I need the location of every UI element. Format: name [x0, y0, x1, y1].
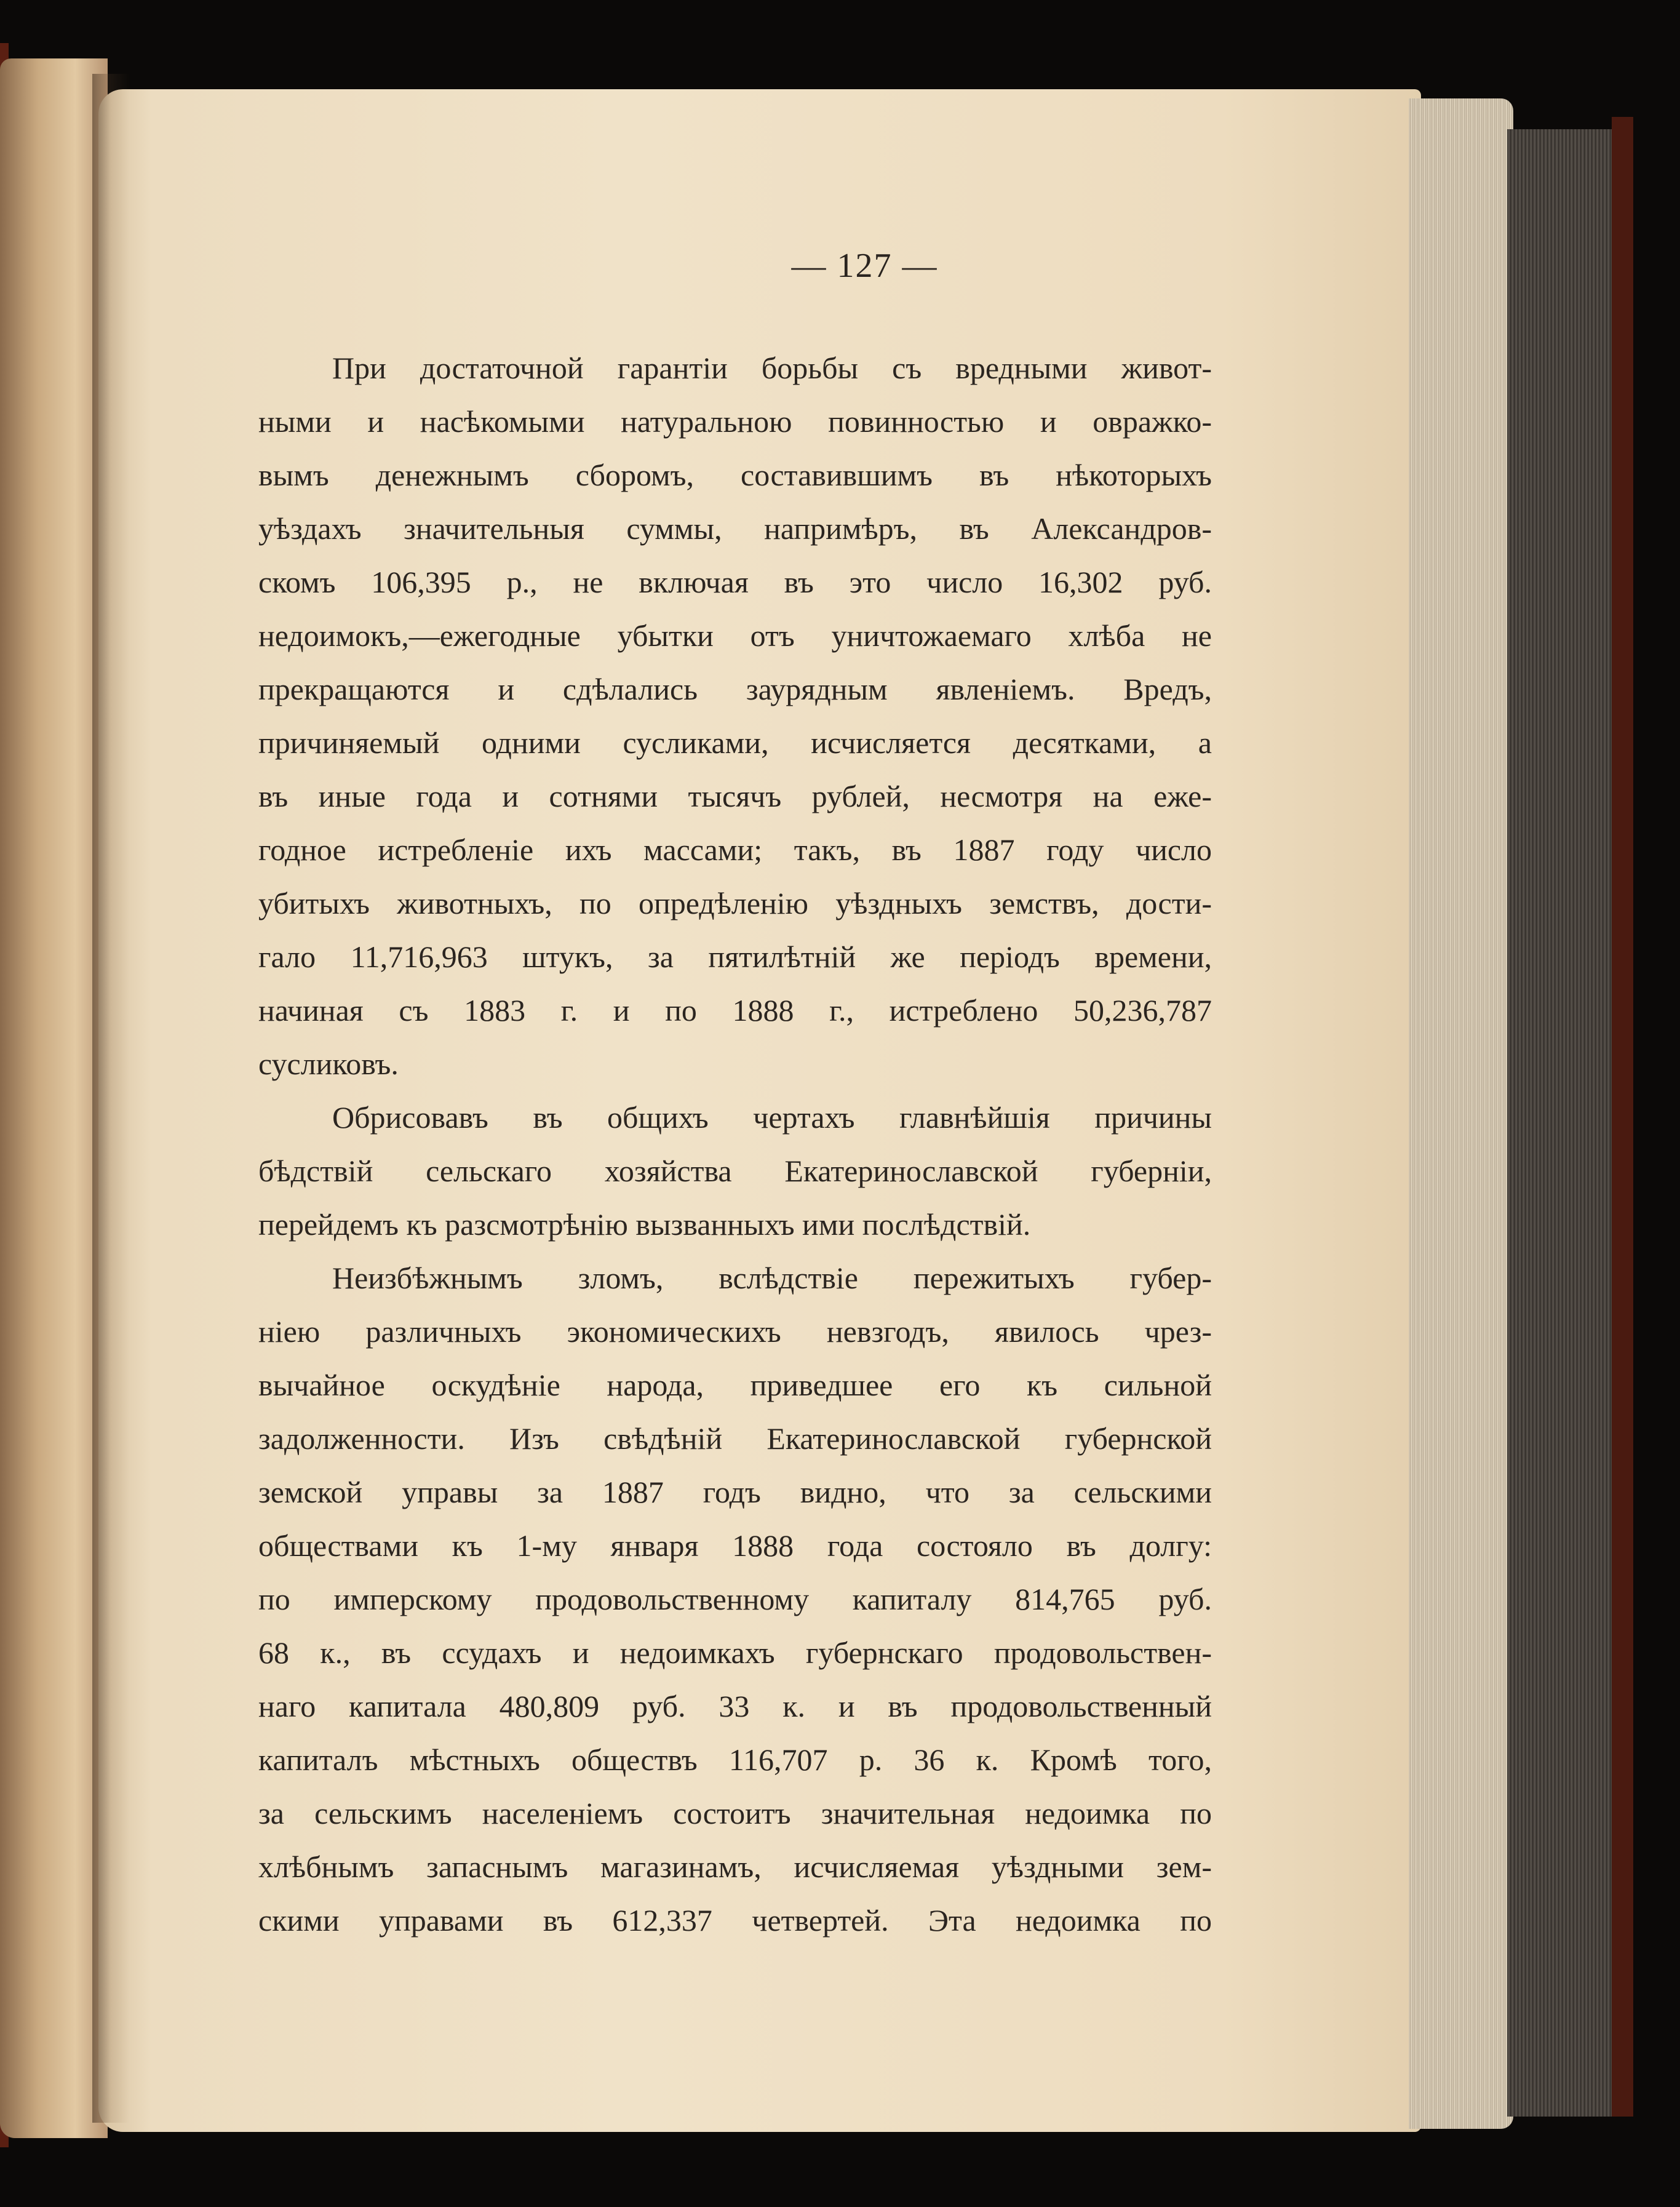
text-line: причиняемый одними сусликами, исчисляется десятками, а — [258, 725, 1212, 760]
text-line: въ иные года и сотнями тысячъ рублей, несмотря на еже- — [258, 779, 1212, 813]
text-line: Неизбѣжнымъ зломъ, вслѣдствіе пережитыхъ губер- — [332, 1261, 1212, 1295]
text-line: При достаточной гарантіи борьбы съ вредными живот- — [332, 351, 1212, 385]
text-line: вымъ денежнымъ сборомъ, составившимъ въ нѣкоторыхъ — [258, 458, 1212, 492]
page-block-edge — [1409, 98, 1513, 2129]
text-line: ными и насѣкомыми натуральною повинностью и овражко- — [258, 404, 1212, 439]
text-line: по имперскому продовольственному капиталу 814,765 руб. — [258, 1582, 1212, 1616]
text-line: убитыхъ животныхъ, по опредѣленію уѣздныхъ земствъ, дости- — [258, 886, 1212, 920]
text-line: скомъ 106,395 р., не включая въ это число 16,302 руб. — [258, 565, 1212, 599]
text-line: задолженности. Изъ свѣдѣній Екатеринославской губернской — [258, 1421, 1212, 1456]
text-line: недоимокъ,—ежегодные убытки отъ уничтожаемаго хлѣба не — [258, 618, 1212, 653]
spine-shadow — [92, 74, 129, 2123]
text-line: бѣдствій сельскаго хозяйства Екатеринославской губерніи, — [258, 1154, 1212, 1188]
text-line: ніею различныхъ экономическихъ невзгодъ, явилось чрез- — [258, 1314, 1212, 1349]
text-line: 68 к., въ ссудахъ и недоимкахъ губернскаго продовольствен- — [258, 1635, 1212, 1670]
text-line: земской управы за 1887 годъ видно, что за сельскими — [258, 1475, 1212, 1509]
book-cover-right-edge — [1612, 117, 1633, 2117]
text-line: начиная съ 1883 г. и по 1888 г., истреблено 50,236,787 — [258, 993, 1212, 1028]
text-line: прекращаются и сдѣлались заурядным явленіемъ. Вредъ, — [258, 672, 1212, 706]
text-line: уѣздахъ значительныя суммы, напримѣръ, въ Александров- — [258, 511, 1212, 546]
text-line: наго капитала 480,809 руб. 33 к. и въ продовольственный — [258, 1689, 1212, 1723]
page-number: — 127 — — [791, 247, 938, 285]
text-line: перейдемъ къ разсмотрѣнію вызванныхъ ими послѣдствій. — [258, 1207, 1031, 1242]
text-line: сусликовъ. — [258, 1047, 399, 1081]
text-line: хлѣбнымъ запаснымъ магазинамъ, исчисляемая уѣздными зем- — [258, 1850, 1212, 1884]
text-line: капиталъ мѣстныхъ обществъ 116,707 р. 36 к. Кромѣ того, — [258, 1742, 1212, 1777]
facing-page-edge — [0, 58, 108, 2138]
text-line: скими управами въ 612,337 четвертей. Эта недоимка по — [258, 1903, 1212, 1938]
text-line: вычайное оскудѣніе народа, приведшее его къ сильной — [258, 1368, 1212, 1402]
text-line: обществами къ 1-му января 1888 года состояло въ долгу: — [258, 1528, 1212, 1563]
text-line: за сельскимъ населеніемъ состоитъ значительная недоимка по — [258, 1796, 1212, 1830]
text-line: гало 11,716,963 штукъ, за пятилѣтній же періодъ времени, — [258, 940, 1212, 974]
text-line: Обрисовавъ въ общихъ чертахъ главнѣйшія причины — [332, 1100, 1212, 1135]
page-text — [258, 341, 1212, 1947]
text-line: годное истребленіе ихъ массами; такъ, въ 1887 году число — [258, 832, 1212, 867]
